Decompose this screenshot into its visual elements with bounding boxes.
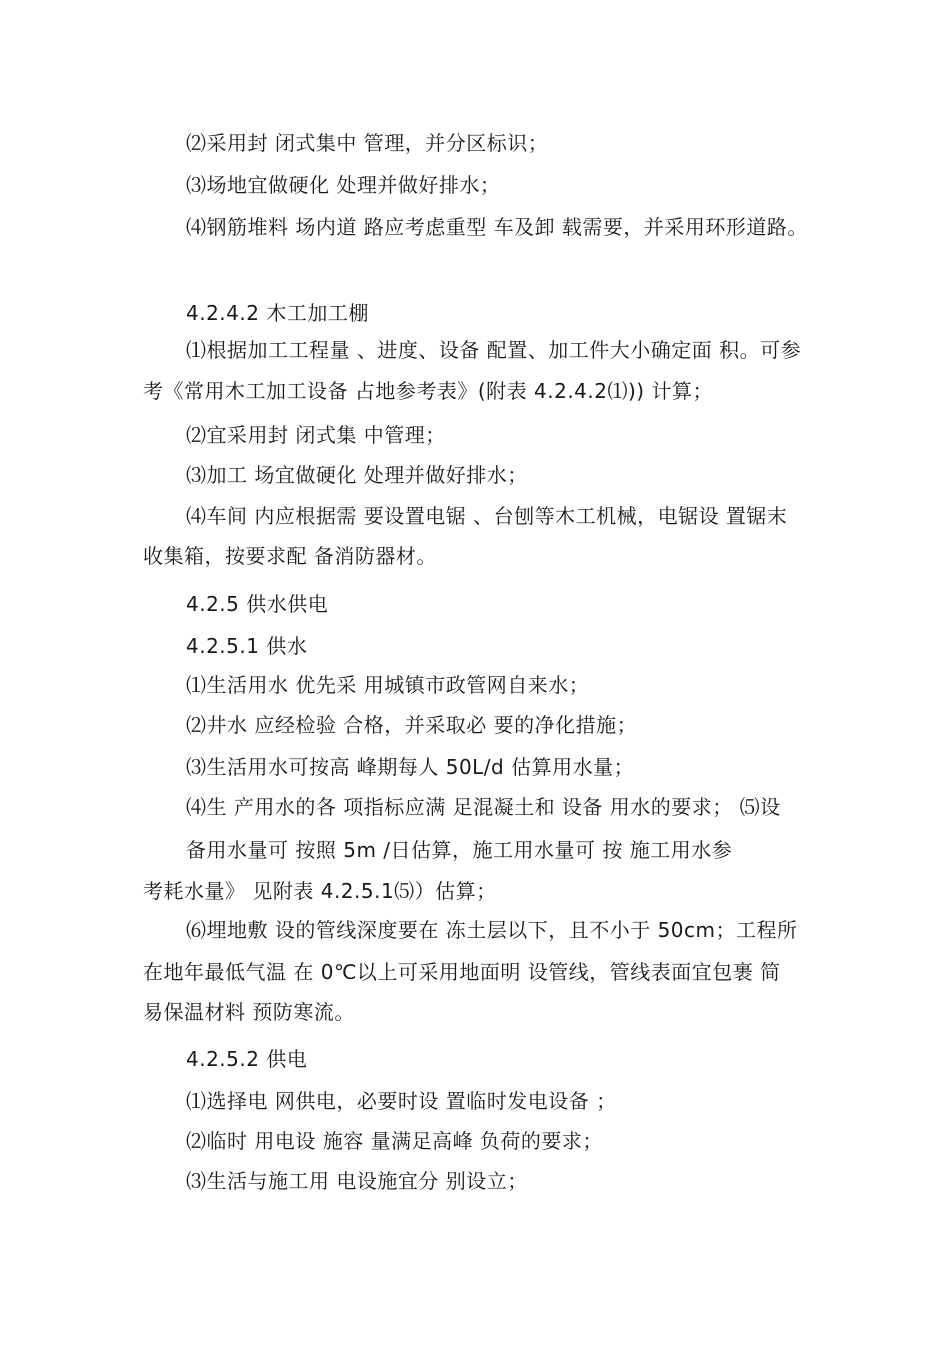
paragraph-line: ⑶加工 场宜做硬化 处理并做好排水； [186,463,528,487]
paragraph-line: ⑷钢筋堆料 场内道 路应考虑重型 车及卸 载需要，并采用环形道路。 [186,215,808,239]
paragraph-line: ⑴生活用水 优先采 用城镇市政管网自来水； [186,673,590,697]
paragraph-line: 收集箱，按要求配 备消防器材。 [143,544,437,568]
paragraph-line: ⑷车间 内应根据需 要设置电锯 、台刨等木工机械，电锯设 置锯末 [186,504,788,528]
paragraph-line: ⑶场地宜做硬化 处理并做好排水； [186,173,501,197]
paragraph-line: ⑴选择电 网供电，必要时设 置临时发电设备 ； [186,1089,617,1113]
paragraph-line: ⑵采用封 闭式集中 管理，并分区标识； [186,131,549,155]
section-heading: 4.2.5.2 供电 [186,1047,308,1071]
section-heading: 4.2.4.2 木工加工棚 [186,301,369,325]
section-heading: 4.2.5.1 供水 [186,634,308,658]
paragraph-line: 考耗水量》 见附表 4.2.5.1⑸）估算； [143,879,497,903]
paragraph-line: 考《常用木工加工设备 占地参考表》(附表 4.2.4.2⑴)) 计算； [143,379,713,403]
paragraph-line: ⑵临时 用电设 施容 量满足高峰 负荷的要求； [186,1129,603,1153]
paragraph-line: ⑵井水 应经检验 合格，并采取必 要的净化措施； [186,713,638,737]
paragraph-line: ⑴根据加工工程量 、进度、设备 配置、加工件大小确定面 积。可参 [186,338,802,362]
paragraph-line: 在地年最低气温 在 0℃以上可采用地面明 设管线，管线表面宜包裹 简 [143,960,781,984]
paragraph-line: ⑹埋地敷 设的管线深度要在 冻土层以下，且不小于 50cm；工程所 [186,918,798,942]
paragraph-line: ⑶生活与施工用 电设施宜分 别设立； [186,1169,528,1193]
paragraph-line: ⑷生 产用水的各 项指标应满 足混凝土和 设备 用水的要求； ⑸设 [186,795,781,819]
paragraph-line: ⑶生活用水可按高 峰期每人 50L/d 估算用水量； [186,755,635,779]
paragraph-line: ⑵宜采用封 闭式集 中管理； [186,423,446,447]
paragraph-line: 易保温材料 预防寒流。 [143,1000,355,1024]
paragraph-line: 备用水量可 按照 5m /日估算，施工用水量可 按 施工用水参 [186,838,733,862]
section-heading: 4.2.5 供水供电 [186,592,329,616]
